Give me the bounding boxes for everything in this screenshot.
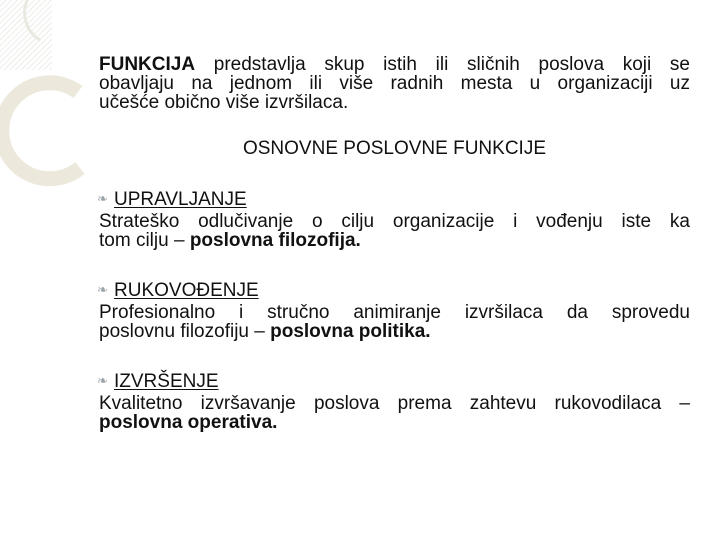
slide-content (99, 55, 690, 432)
description-bold: poslovna politika. (270, 321, 431, 342)
function-description (99, 394, 690, 432)
function-description (99, 212, 690, 250)
description-line-2 (99, 231, 690, 250)
description-line-2 (99, 413, 690, 432)
description-line-2 (99, 322, 690, 341)
intro-line-1-rest: predstavlja skup istih ili sličnih poslova koji se (213, 54, 690, 75)
section-heading: OSNOVNE POSLOVNE FUNKCIJE (242, 138, 546, 159)
intro-line-2: obavljaju na jednom ili više radnih mesta u organizaciji uz (99, 73, 690, 94)
intro-line-3: učešće obično više izvršilaca. (99, 92, 349, 113)
description-line-1: Kvalitetno izvršavanje poslova prema zahtevu rukovodilaca – (99, 393, 690, 414)
description-plain: poslovnu filozofiju – (99, 321, 271, 342)
wing-bullet-icon: ❧ (97, 282, 108, 297)
function-block-izvrsenje (99, 371, 690, 432)
intro-line-1 (99, 55, 690, 74)
wing-bullet-icon: ❧ (97, 373, 108, 388)
description-bold: poslovna operativa. (99, 412, 278, 433)
description-line-1: Strateško odlučivanje o cilju organizacije i vođenju iste ka (99, 211, 690, 232)
function-title-line (97, 189, 688, 210)
function-title-line (97, 371, 688, 392)
description-line-1: Profesionalno i stručno animiranje izvršilaca da sprovedu (99, 302, 690, 323)
function-block-upravljanje (99, 189, 690, 250)
decorative-rings (0, 0, 90, 200)
intro-term: FUNKCIJA (99, 54, 196, 75)
function-term: RUKOVOĐENJE (114, 280, 259, 301)
description-bold: poslovna filozofija. (189, 230, 361, 251)
function-title-line (97, 280, 688, 301)
thick-ring-arc (2, 83, 80, 179)
function-term: IZVRŠENJE (114, 371, 219, 392)
intro-paragraph (99, 55, 690, 112)
function-term: UPRAVLJANJE (114, 189, 247, 210)
function-block-rukovodjenje (99, 280, 690, 341)
function-description (99, 303, 690, 341)
description-plain: tom cilju – (99, 230, 190, 251)
wing-bullet-icon: ❧ (97, 191, 108, 206)
